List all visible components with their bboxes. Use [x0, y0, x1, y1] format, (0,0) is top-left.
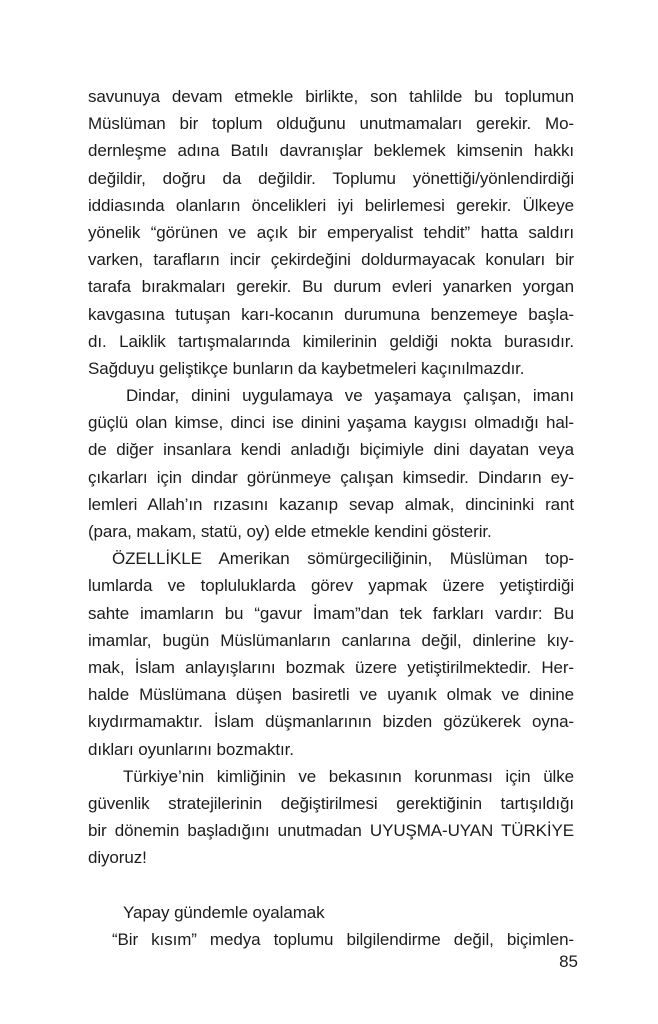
paragraph-spacer [88, 871, 574, 898]
text-line: sahte imamların bu “gavur İmam”dan tek farkları vardır: Bu [88, 603, 574, 623]
text-line: değildir, doğru da değildir. Toplumu yönettiği/yönlendirdiği [88, 168, 574, 188]
text-line: güvenlik stratejilerinin değiştirilmesi gerektiğinin tartışıldığı [88, 793, 574, 813]
text-line: kıydırmamaktır. İslam düşmanlarının bizden gözükerek oyna- [88, 712, 574, 732]
text-line: dıkları oyunlarını bozmaktır. [88, 739, 294, 759]
text-line: savunuya devam etmekle birlikte, son tahlilde bu toplumun [88, 87, 574, 106]
text-line: Müslüman bir toplum olduğunu unutmamaları gerekir. Mo- [88, 114, 574, 134]
text-line: mak, İslam anlayışlarını bozmak üzere yetiştirilmektedir. Her- [88, 657, 574, 677]
paragraph-2 [88, 382, 574, 545]
text-line: ÖZELLİKLE Amerikan sömürgeciliğinin, Müslüman top- [112, 549, 574, 569]
text-line: halde Müslümana düşen basiretli ve uyanık olmak ve dinine [88, 685, 574, 705]
text-line: yönelik “görünen ve açık bir emperyalist tehdit” hatta saldırı [88, 222, 574, 242]
text-line: güçlü olan kimse, dinci ise dinini yaşama kaygısı olmadığı hal- [88, 413, 574, 433]
text-line: bir dönemin başladığını unutmadan UYUŞMA-UYAN TÜRKİYE [88, 821, 574, 841]
text-line: de diğer insanlara kendi anladığı biçimiyle dini dayatan veya [88, 440, 574, 460]
text-line: dernleşme adına Batılı davranışlar beklemek kimsenin hakkı [88, 141, 574, 161]
text-line: Türkiye’nin kimliğinin ve bekasının korunması için ülke [123, 766, 574, 786]
paragraph-4 [88, 763, 574, 872]
text-line: varken, tarafların incir çekirdeğini doldurmayacak konuları bir [88, 250, 574, 270]
paragraph-1 [88, 83, 574, 382]
text-line: lemleri Allah’ın rızasını kazanıp sevap almak, dincininki rant [88, 494, 574, 514]
text-line: (para, makam, statü, oy) elde etmekle kendini gösterir. [88, 522, 492, 541]
text-line: Sağduyu geliştikçe bunların da kaybetmeleri kaçınılmazdır. [88, 358, 525, 378]
text-line: lumlarda ve topluluklarda görev yapmak üzere yetiştirdiği [88, 576, 574, 596]
text-line: iddiasında olanların öncelikleri iyi belirlemesi gerekir. Ülkeye [88, 195, 574, 215]
body-text [88, 83, 574, 953]
text-line: kavgasına tutuşan karı-kocanın durumuna benzemeye başla- [88, 304, 574, 324]
text-line: Dindar, dinini uygulamaya ve yaşamaya çalışan, imanı [126, 386, 574, 406]
text-line: dı. Laiklik tartışmalarında kimilerinin geldiği nokta burasıdır. [88, 331, 574, 351]
page-number: 85 [559, 952, 578, 971]
text-line: tarafa bırakmaları gerekir. Bu durum evleri yanarken yorgan [88, 277, 574, 297]
section-heading: Yapay gündemle oyalamak [123, 902, 325, 922]
text-line: imamlar, bugün Müslümanların canlarına değil, dinlerine kıy- [88, 630, 574, 650]
text-line: diyoruz! [88, 848, 147, 868]
text-line: “Bir kısım” medya toplumu bilgilendirme değil, biçimlen- [112, 929, 574, 949]
text-line: çıkarları için dindar görünmeye çalışan kimsedir. Dindarın ey- [88, 467, 574, 487]
paragraph-3 [88, 545, 574, 763]
